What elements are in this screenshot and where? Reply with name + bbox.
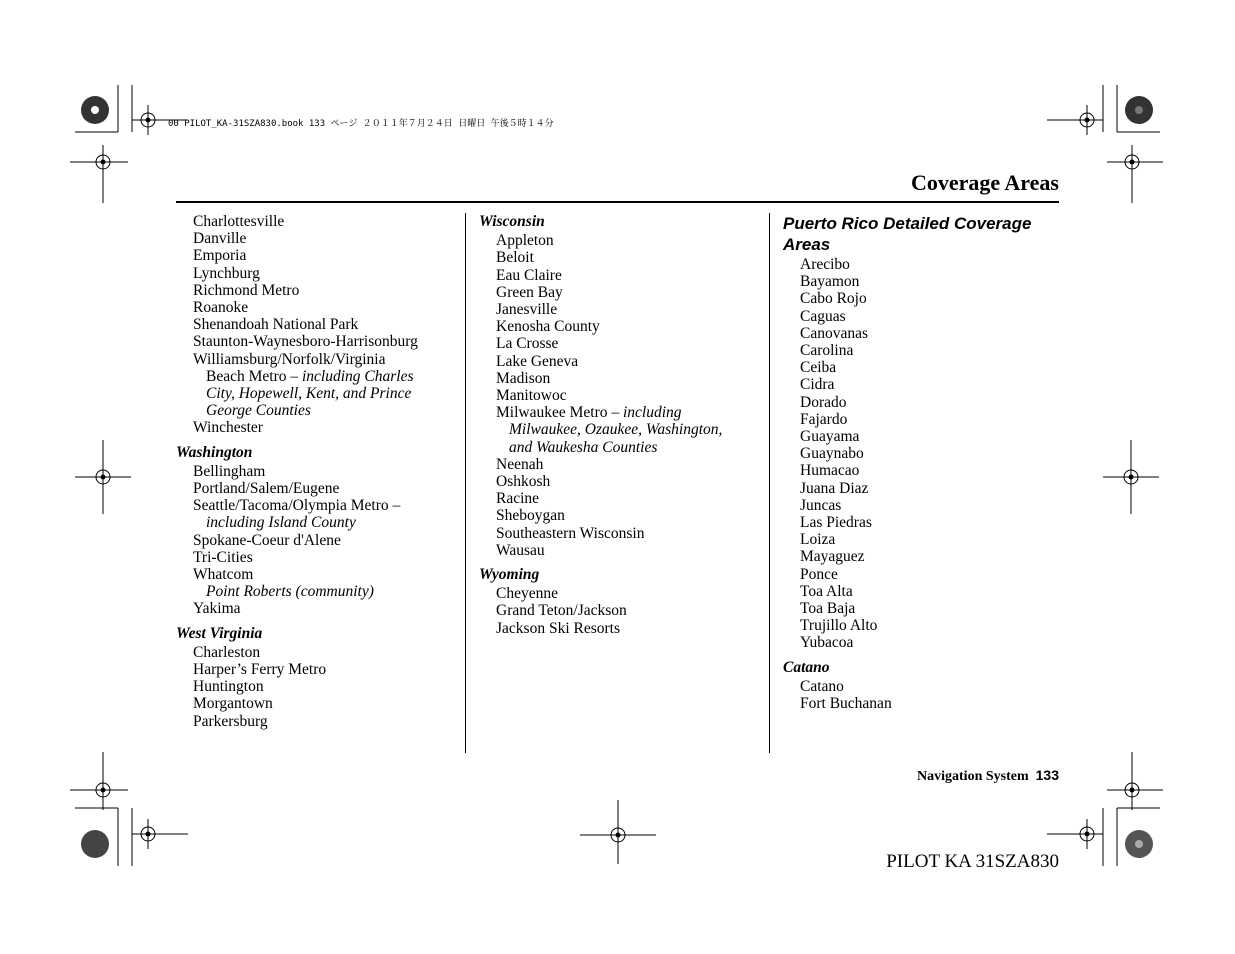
list-item: Racine bbox=[496, 490, 540, 508]
list-item: La Crosse bbox=[496, 335, 559, 353]
list-item: Winchester bbox=[193, 419, 263, 437]
state-heading-wyoming: Wyoming bbox=[479, 566, 540, 584]
list-item: Bayamon bbox=[800, 273, 860, 291]
list-item: Guayama bbox=[800, 428, 860, 446]
list-item: Richmond Metro bbox=[193, 281, 300, 299]
list-item: Guaynabo bbox=[800, 445, 864, 463]
list-item: Yakima bbox=[193, 600, 241, 618]
wisconsin-list bbox=[479, 232, 764, 559]
list-item: Humacao bbox=[800, 462, 860, 480]
registration-mark-right bbox=[1103, 440, 1159, 514]
crop-mark-bottom-right bbox=[1045, 752, 1165, 872]
west-virginia-list bbox=[176, 644, 461, 730]
list-item: Charleston bbox=[193, 643, 261, 661]
list-item-note: including bbox=[622, 404, 682, 422]
list-item: Huntington bbox=[193, 678, 264, 696]
column-3 bbox=[783, 213, 1073, 712]
list-item: Cabo Rojo bbox=[800, 290, 867, 308]
list-item: Staunton-Waynesboro-Harrisonburg bbox=[193, 333, 418, 351]
registration-mark-left bbox=[75, 440, 131, 514]
list-item: Portland/Salem/Eugene bbox=[193, 480, 340, 498]
list-item: Juncas bbox=[800, 496, 842, 514]
list-item-text: Milwaukee Metro – bbox=[496, 404, 623, 422]
footer-section-label: Navigation System bbox=[917, 769, 1029, 784]
list-item-note: City, Hopewell, Kent, and Prince bbox=[206, 385, 412, 403]
crop-mark-top-left bbox=[70, 85, 190, 205]
list-item: Arecibo bbox=[800, 256, 850, 273]
list-item-text: Beach Metro – bbox=[206, 367, 302, 385]
list-item: Toa Baja bbox=[800, 600, 856, 618]
state-heading-west-virginia: West Virginia bbox=[176, 624, 263, 642]
model-code: PILOT KA 31SZA830 bbox=[886, 851, 1059, 872]
list-item: Jackson Ski Resorts bbox=[496, 619, 620, 637]
list-item: Danville bbox=[193, 230, 247, 248]
wyoming-list bbox=[479, 585, 764, 637]
list-item bbox=[479, 404, 764, 421]
list-item: Roanoke bbox=[193, 299, 249, 317]
list-item: Emporia bbox=[193, 247, 247, 265]
list-item: Las Piedras bbox=[800, 514, 872, 532]
state-heading-wisconsin: Wisconsin bbox=[479, 213, 545, 230]
list-item: Manitowoc bbox=[496, 387, 567, 405]
list-item: Carolina bbox=[800, 342, 854, 360]
list-item: Oshkosh bbox=[496, 473, 551, 491]
region-heading-line: Puerto Rico Detailed Coverage bbox=[783, 214, 1032, 233]
list-item: Shenandoah National Park bbox=[193, 316, 359, 334]
list-item: Fajardo bbox=[800, 410, 848, 428]
list-item: Loiza bbox=[800, 531, 836, 549]
catano-list bbox=[783, 678, 1073, 712]
list-item: Catano bbox=[800, 677, 844, 695]
list-item-note: including Charles bbox=[301, 367, 414, 385]
region-heading-puerto-rico bbox=[783, 213, 1073, 255]
list-item: Wausau bbox=[496, 541, 545, 559]
list-item: Sheboygan bbox=[496, 507, 565, 525]
list-item: Charlottesville bbox=[193, 213, 285, 230]
crop-mark-bottom-left bbox=[70, 752, 190, 872]
list-item: Kenosha County bbox=[496, 318, 600, 336]
registration-mark-bottom-center bbox=[580, 800, 656, 864]
list-item: Trujillo Alto bbox=[800, 617, 878, 635]
list-item: Harper’s Ferry Metro bbox=[193, 661, 327, 679]
list-item: Caguas bbox=[800, 307, 846, 325]
column-divider bbox=[769, 213, 770, 753]
list-item: Appleton bbox=[496, 232, 554, 250]
washington-list bbox=[176, 463, 461, 618]
list-item: Neenah bbox=[496, 455, 544, 473]
list-item: Ceiba bbox=[800, 359, 837, 377]
list-item: Eau Claire bbox=[496, 266, 562, 284]
list-item-note: Milwaukee, Ozaukee, Washington, bbox=[509, 421, 723, 439]
state-heading-catano: Catano bbox=[783, 658, 830, 676]
list-item: Parkersburg bbox=[193, 712, 268, 730]
list-item: Seattle/Tacoma/Olympia Metro – bbox=[193, 497, 401, 515]
list-item: Cidra bbox=[800, 376, 835, 394]
list-item-note: and Waukesha Counties bbox=[509, 438, 658, 456]
crop-mark-top-right bbox=[1045, 85, 1165, 205]
list-item: Janesville bbox=[496, 301, 558, 319]
print-header: 00 PILOT_KA-31SZA830.book 133 ページ ２０１１年７月２４日 日曜日 午後５時１４分 bbox=[168, 119, 554, 129]
page-number: 133 bbox=[1035, 767, 1059, 783]
list-item: Green Bay bbox=[496, 283, 563, 301]
list-item: Beloit bbox=[496, 249, 534, 267]
list-item: Dorado bbox=[800, 393, 847, 411]
list-item: Canovanas bbox=[800, 324, 869, 342]
list-item: Yubacoa bbox=[800, 634, 854, 652]
list-item: Whatcom bbox=[193, 566, 254, 584]
footer-section bbox=[917, 767, 1059, 785]
list-item-note: Point Roberts (community) bbox=[206, 583, 374, 601]
list-item: Fort Buchanan bbox=[800, 695, 892, 713]
puerto-rico-list bbox=[783, 256, 1073, 652]
list-item-note: including Island County bbox=[206, 514, 356, 532]
column-1 bbox=[176, 213, 461, 730]
column-divider bbox=[465, 213, 466, 753]
region-heading-line: Areas bbox=[783, 235, 831, 254]
list-item: Spokane-Coeur d'Alene bbox=[193, 531, 341, 549]
virginia-list bbox=[176, 213, 461, 437]
list-item: Mayaguez bbox=[800, 548, 865, 566]
list-item: Madison bbox=[496, 369, 551, 387]
list-item: Lynchburg bbox=[193, 264, 260, 282]
list-item: Cheyenne bbox=[496, 585, 558, 603]
list-item: Bellingham bbox=[193, 462, 266, 480]
list-item: Juana Diaz bbox=[800, 479, 869, 497]
list-item: Lake Geneva bbox=[496, 352, 579, 370]
list-item: Tri-Cities bbox=[193, 548, 253, 566]
page-title: Coverage Areas bbox=[910, 170, 1059, 195]
list-item: Southeastern Wisconsin bbox=[496, 524, 645, 542]
list-item: Ponce bbox=[800, 565, 838, 583]
list-item: Grand Teton/Jackson bbox=[496, 602, 627, 620]
title-rule bbox=[176, 201, 1059, 203]
list-item-continuation bbox=[176, 368, 461, 385]
column-2 bbox=[479, 213, 764, 637]
list-item-note: George Counties bbox=[206, 402, 311, 420]
list-item: Williamsburg/Norfolk/Virginia bbox=[193, 350, 386, 368]
list-item: Toa Alta bbox=[800, 582, 853, 600]
list-item: Morgantown bbox=[193, 695, 273, 713]
state-heading-washington: Washington bbox=[176, 443, 253, 461]
